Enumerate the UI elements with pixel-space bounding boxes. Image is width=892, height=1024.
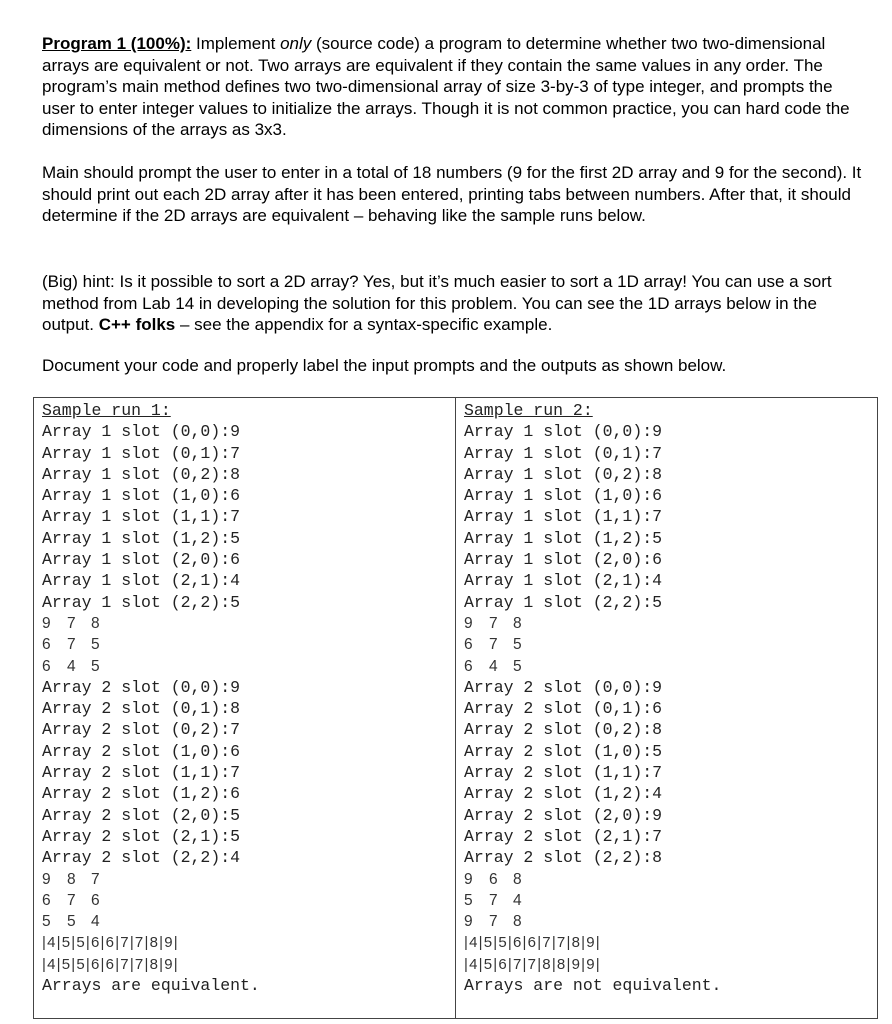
array1-prompt-line: Array 1 slot (0,1):7 — [42, 443, 241, 463]
array1-grid-cell: 6 — [464, 657, 473, 675]
sample-runs-table — [33, 397, 878, 1019]
array2-prompt-line: Array 2 slot (1,1):7 — [42, 763, 241, 783]
array1-prompt-line: Array 1 slot (1,1):7 — [42, 507, 241, 527]
array2-prompt-line: Array 2 slot (1,2):6 — [42, 784, 241, 804]
array2-grid-row — [42, 890, 455, 911]
array1-prompt-line: Array 1 slot (0,2):8 — [464, 464, 663, 484]
program-text-b: (source code) a program to determine whether two two-dimensional arrays are equivalent or not. Two arrays are equivalent if they contain the same values in any order. The program’s main method defines two two-dimensional array of size 3-by-3 of type integer, and prompts the user to enter integer values to initialize the arrays. Though it is not common practice, you can hard code the dimensions of the arrays as 3x3. — [42, 34, 850, 139]
array2-prompt-line: Array 2 slot (1,0):5 — [464, 741, 663, 761]
array1-grid-cell: 5 — [513, 657, 522, 675]
array1-grid-cell: 4 — [67, 657, 76, 675]
array1-grid-cell: 5 — [91, 636, 100, 654]
array1-prompt-line: Array 1 slot (1,2):5 — [464, 528, 663, 548]
sample-run-2 — [455, 398, 877, 1018]
array1-prompt-line: Array 1 slot (0,0):9 — [464, 422, 663, 442]
array2-grid-cell: 9 — [464, 913, 473, 931]
array2-grid-cell: 4 — [91, 913, 100, 931]
sample-run-title: Sample run 1: — [42, 401, 171, 420]
array2-grid-cell: 7 — [489, 891, 498, 909]
array2-prompt-line: Array 2 slot (0,1):6 — [464, 699, 663, 719]
array2-prompt-line: Array 2 slot (1,0):6 — [42, 741, 241, 761]
result-line: Arrays are not equivalent. — [464, 976, 722, 996]
array1-grid-cell: 8 — [91, 614, 100, 632]
array1-prompt-line: Array 1 slot (2,1):4 — [464, 571, 663, 591]
sorted-array-1: |4|5|5|6|6|7|7|8|9| — [42, 934, 179, 952]
array2-prompt-line: Array 2 slot (2,1):7 — [464, 826, 663, 846]
main-instructions: Main should prompt the user to enter in a total of 18 numbers (9 for the first 2D array and 9 for the second). It should print out each 2D array after it has been entered, printing tabs between numbers. After that, it should determine if the 2D arrays are equivalent – behaving like the sample runs below. — [42, 163, 862, 225]
array2-prompt-line: Array 2 slot (2,2):4 — [42, 848, 241, 868]
array2-grid-cell: 7 — [67, 891, 76, 909]
array1-grid-row — [464, 656, 877, 677]
array1-grid-cell: 5 — [513, 636, 522, 654]
array2-prompt-line: Array 2 slot (0,1):8 — [42, 699, 241, 719]
array1-grid-cell: 6 — [464, 636, 473, 654]
array2-grid-cell: 4 — [513, 891, 522, 909]
array1-prompt-line: Array 1 slot (0,0):9 — [42, 422, 241, 442]
array2-grid-cell: 5 — [464, 891, 473, 909]
array1-grid-cell: 4 — [489, 657, 498, 675]
array2-grid-cell: 7 — [489, 913, 498, 931]
array1-grid-row — [42, 613, 455, 634]
program-text-a: Implement — [191, 34, 281, 53]
array1-grid-cell: 7 — [489, 636, 498, 654]
program-text-emphasis: only — [280, 34, 312, 53]
array1-grid-cell: 7 — [67, 614, 76, 632]
result-line: Arrays are equivalent. — [42, 976, 260, 996]
array1-grid-cell: 7 — [67, 636, 76, 654]
array1-prompt-line: Array 1 slot (0,2):8 — [42, 464, 241, 484]
array2-prompt-line: Array 2 slot (2,0):9 — [464, 805, 663, 825]
array2-prompt-line: Array 2 slot (2,2):8 — [464, 848, 663, 868]
hint-text-b: – see the appendix for a syntax-specific example. — [175, 315, 553, 334]
array2-prompt-line: Array 2 slot (1,2):4 — [464, 784, 663, 804]
array1-prompt-line: Array 1 slot (1,2):5 — [42, 528, 241, 548]
sample-run-1 — [34, 398, 455, 1018]
array2-grid-cell: 9 — [464, 870, 473, 888]
sorted-array-1: |4|5|5|6|6|7|7|8|9| — [464, 934, 601, 952]
array2-grid-row — [42, 911, 455, 932]
array1-grid-cell: 6 — [42, 636, 51, 654]
program-heading: Program 1 (100%): — [42, 34, 192, 53]
array2-prompt-line: Array 2 slot (0,0):9 — [464, 677, 663, 697]
sample-run-title: Sample run 2: — [464, 401, 593, 420]
array2-grid-cell: 8 — [67, 870, 76, 888]
array2-prompt-line: Array 2 slot (1,1):7 — [464, 763, 663, 783]
array2-prompt-line: Array 2 slot (2,0):5 — [42, 805, 241, 825]
array2-prompt-line: Array 2 slot (0,2):7 — [42, 720, 241, 740]
array1-grid-row — [42, 634, 455, 655]
array1-grid-cell: 8 — [513, 614, 522, 632]
array2-grid-cell: 6 — [489, 870, 498, 888]
program-description — [42, 33, 862, 141]
array2-prompt-line: Array 2 slot (0,0):9 — [42, 677, 241, 697]
array2-grid-row — [464, 869, 877, 890]
array1-prompt-line: Array 1 slot (1,0):6 — [464, 486, 663, 506]
array1-prompt-line: Array 1 slot (0,1):7 — [464, 443, 663, 463]
array1-grid-row — [464, 634, 877, 655]
array2-grid-row — [464, 911, 877, 932]
array2-grid-row — [464, 890, 877, 911]
array1-prompt-line: Array 1 slot (2,2):5 — [42, 592, 241, 612]
array1-prompt-line: Array 1 slot (2,0):6 — [42, 550, 241, 570]
array2-prompt-line: Array 2 slot (0,2):8 — [464, 720, 663, 740]
hint-paragraph — [42, 271, 862, 336]
array1-grid-cell: 9 — [42, 614, 51, 632]
hint-text-a: (Big) hint: Is it possible to sort a 2D array? Yes, but it’s much easier to sort a 1D array! You can use a sort method from Lab 14 in developing the solution for this problem. You can see the 1D arrays below in the output. — [42, 272, 832, 334]
array1-prompt-line: Array 1 slot (2,0):6 — [464, 550, 663, 570]
array1-grid-cell: 5 — [91, 657, 100, 675]
sorted-array-2: |4|5|5|6|6|7|7|8|9| — [42, 955, 179, 973]
array1-grid-row — [464, 613, 877, 634]
documentation-note: Document your code and properly label the input prompts and the outputs as shown below. — [42, 356, 727, 375]
array1-prompt-line: Array 1 slot (1,1):7 — [464, 507, 663, 527]
array1-prompt-line: Array 1 slot (2,1):4 — [42, 571, 241, 591]
array1-grid-cell: 9 — [464, 614, 473, 632]
array2-grid-cell: 8 — [513, 870, 522, 888]
array2-grid-cell: 5 — [42, 913, 51, 931]
hint-bold: C++ folks — [98, 315, 176, 334]
array1-prompt-line: Array 1 slot (1,0):6 — [42, 486, 241, 506]
sorted-array-2: |4|5|6|7|7|8|8|9|9| — [464, 955, 601, 973]
array1-prompt-line: Array 1 slot (2,2):5 — [464, 592, 663, 612]
array2-grid-cell: 8 — [513, 913, 522, 931]
array2-grid-cell: 6 — [42, 891, 51, 909]
array1-grid-cell: 6 — [42, 657, 51, 675]
array2-grid-cell: 6 — [91, 891, 100, 909]
array1-grid-row — [42, 656, 455, 677]
array2-grid-cell: 7 — [91, 870, 100, 888]
array2-grid-row — [42, 869, 455, 890]
array2-grid-cell: 5 — [67, 913, 76, 931]
array2-prompt-line: Array 2 slot (2,1):5 — [42, 826, 241, 846]
array2-grid-cell: 9 — [42, 870, 51, 888]
array1-grid-cell: 7 — [489, 614, 498, 632]
